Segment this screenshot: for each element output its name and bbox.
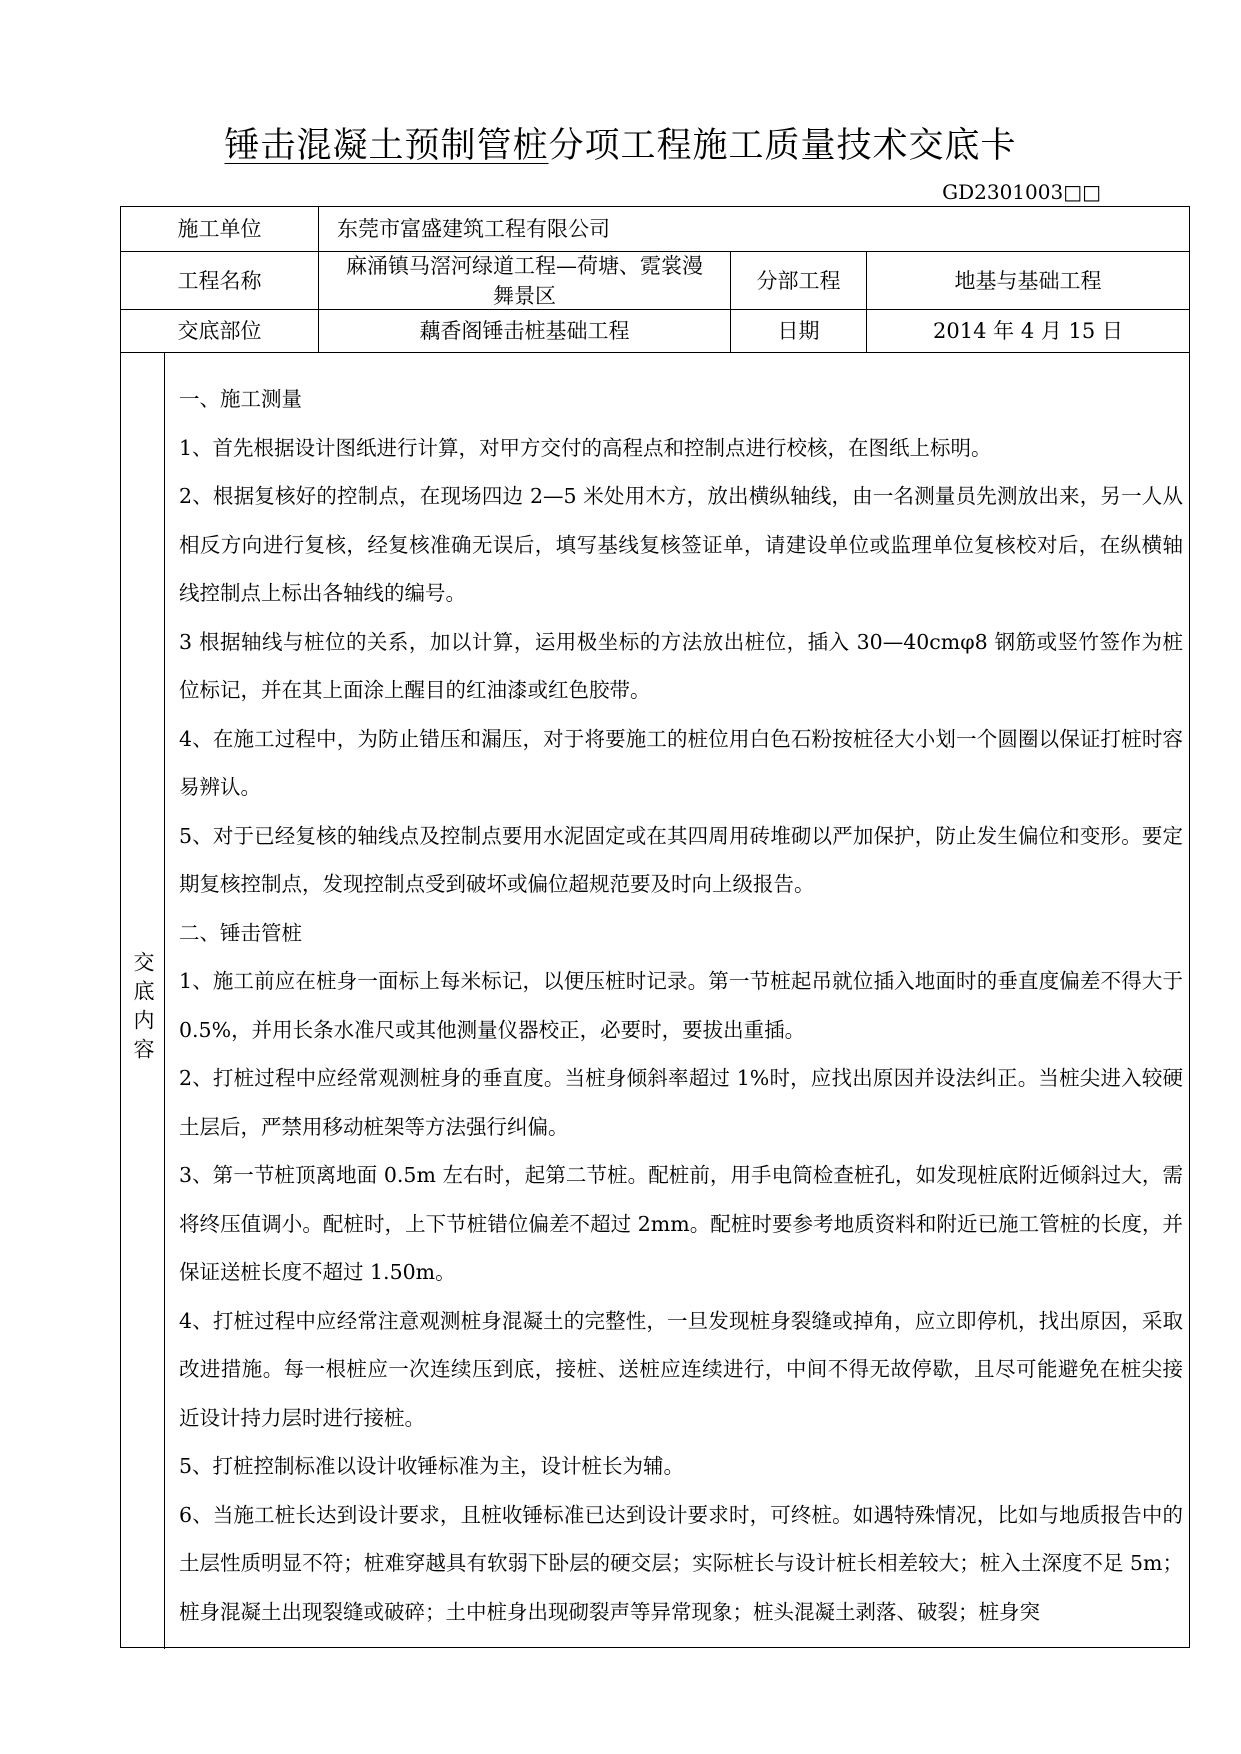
content-label-text: 交底内容 xyxy=(131,951,155,1067)
project-value: 麻涌镇马滘河绿道工程—荷塘、霓裳漫舞景区 xyxy=(346,253,703,308)
content-label xyxy=(121,371,165,1647)
date-label: 日期 xyxy=(777,319,820,343)
division-label: 分部工程 xyxy=(756,268,841,293)
content-body xyxy=(179,375,1183,1636)
part-label: 交底部位 xyxy=(177,319,262,343)
title-rest: 分项工程施工质量技术交底卡 xyxy=(548,126,1017,166)
unit-label: 施工单位 xyxy=(177,217,262,241)
unit-value: 东莞市富盛建筑工程有限公司 xyxy=(337,217,610,241)
content-paragraph: 1、首先根据设计图纸进行计算，对甲方交付的高程点和控制点进行校核，在图纸上标明。 xyxy=(179,435,992,460)
section-heading: 一、施工测量 xyxy=(179,387,302,411)
content-paragraph: 2、根据复核好的控制点，在现场四边 2—5 米处用木方，放出横纵轴线，由一名测量员先测放出来，另一人从相反方向进行复核，经复核准确无误后，填写基线复核签证单，请建设单位或监理单位复核校对后，在纵横轴线控制点上标出各轴线的编号。 xyxy=(179,484,1183,605)
date-value: 2014 年 4 月 15 日 xyxy=(933,319,1123,343)
section-heading: 二、锤击管桩 xyxy=(179,920,302,945)
document-title xyxy=(0,118,1241,168)
content-paragraph: 5、对于已经复核的轴线点及控制点要用水泥固定或在其四周用砖堆砌以严加保护，防止发生偏位和变形。要定期复核控制点，发现控制点受到破坏或偏位超规范要及时向上级报告。 xyxy=(179,823,1183,896)
content-paragraph: 5、打桩控制标准以设计收锤标准为主，设计桩长为辅。 xyxy=(179,1454,685,1478)
content-paragraph: 1、施工前应在桩身一面标上每米标记，以便压桩时记录。第一节桩起吊就位插入地面时的垂直度偏差不得大于 0.5%，并用长条水准尺或其他测量仪器校正，必要时，要拔出重插。 xyxy=(179,969,1183,1042)
content-paragraph: 3、第一节桩顶离地面 0.5m 左右时，起第二节桩。配桩前，用手电筒检查桩孔，如发现桩底附近倾斜过大，需将终压值调小。配桩时，上下节桩错位偏差不超过 2mm。配桩时要参考地质资料和附近已施工管桩的长度，并保证送桩长度不超过 1.50m。 xyxy=(179,1163,1183,1284)
content-paragraph: 4、在施工过程中，为防止错压和漏压，对于将要施工的桩位用白色石粉按桩径大小划一个圆圈以保证打桩时容易辨认。 xyxy=(179,726,1183,799)
document-code: GD2301003□□ xyxy=(942,180,1101,204)
disclosure-table xyxy=(120,206,1190,1648)
row-divider xyxy=(121,352,1189,353)
content-paragraph: 4、打桩过程中应经常注意观测桩身混凝土的完整性，一旦发现桩身裂缝或掉角，应立即停机，找出原因，采取改进措施。每一根桩应一次连续压到底，接桩、送桩应连续进行，中间不得无故停歇，且尽可能避免在桩尖接近设计持力层时进行接桩。 xyxy=(179,1308,1183,1430)
content-paragraph: 2、打桩过程中应经常观测桩身的垂直度。当桩身倾斜率超过 1%时，应找出原因并设法纠正。当桩尖进入较硬土层后，严禁用移动桩架等方法强行纠偏。 xyxy=(179,1066,1183,1139)
title-underlined-part: 锤击混凝土预制管桩 xyxy=(224,126,549,166)
part-value: 藕香阁锤击桩基础工程 xyxy=(419,319,630,343)
division-value: 地基与基础工程 xyxy=(954,268,1102,293)
content-paragraph: 3 根据轴线与桩位的关系，加以计算，运用极坐标的方法放出桩位，插入 30—40cmφ8 钢筋或竖竹签作为桩位标记，并在其上面涂上醒目的红油漆或红色胶带。 xyxy=(179,629,1183,702)
content-paragraph: 6、当施工桩长达到设计要求，且桩收锤标准已达到设计要求时，可终桩。如遇特殊情况，比如与地质报告中的土层性质明显不符；桩难穿越具有软弱下卧层的硬交层；实际桩长与设计桩长相差较大；桩入土深度不足 5m；桩身混凝土出现裂缝或破碎；土中桩身出现砌裂声等异常现象；桩头混凝土剥落、破裂；桩身突 xyxy=(179,1502,1183,1624)
project-label: 工程名称 xyxy=(177,268,262,293)
